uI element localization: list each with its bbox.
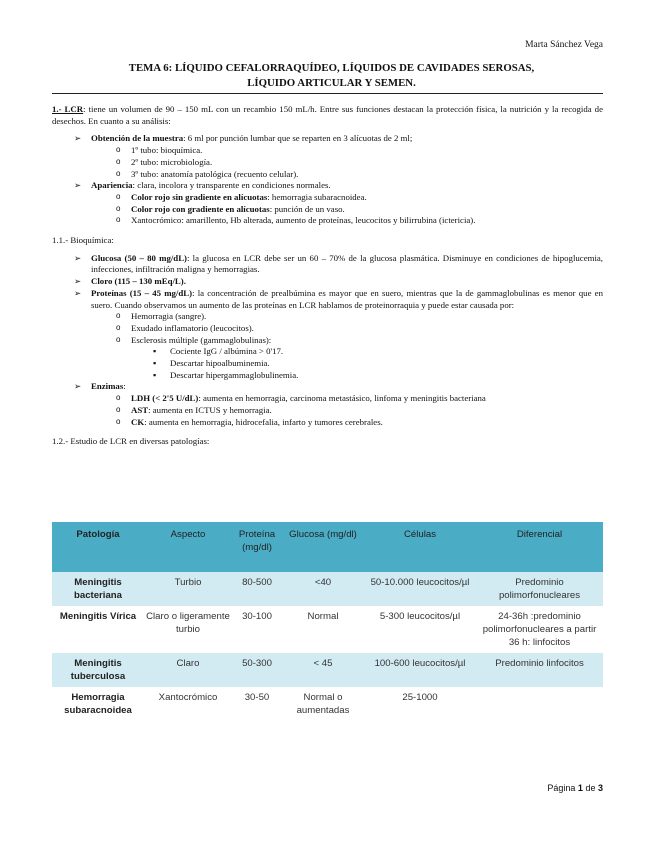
list-item: o Hemorragia (sangre).: [52, 311, 603, 323]
list-item: [52, 192, 603, 204]
list-item: [52, 393, 603, 405]
esclerosis-sublist: [131, 346, 603, 381]
item-text: Esclerosis múltiple (gammaglobulinas):: [131, 334, 272, 345]
table-header: Patología: [52, 522, 144, 572]
proteinas-text: : la concentración de prealbúmina es mayor que en suero, mientras que la de gammaglobulinas es menor que en suero. Cuando observamos un aumento de las proteínas en LCR hablamos de proteinorraquia y puede estar causada por:: [91, 287, 603, 310]
table-cell: <40: [282, 572, 364, 606]
page-title: [60, 61, 603, 90]
list-item-enzimas: [52, 381, 603, 428]
table-cell: 80-500: [232, 572, 282, 606]
document-body: [52, 104, 603, 448]
table-row: [52, 572, 603, 606]
cloro-label: Cloro (115 – 130 mEq/L).: [91, 276, 186, 287]
title-line-2: LÍQUIDO ARTICULAR Y SEMEN.: [247, 76, 416, 89]
enzimas-text: :: [123, 381, 126, 392]
table-cell: 24-36h :predominio polimorfonucleares a partir 36 h: linfocitos: [476, 606, 603, 653]
page-total: 3: [597, 783, 603, 793]
table-cell: Meningitis Vírica: [52, 606, 144, 653]
muestra-label: Obtención de la muestra: [91, 133, 184, 144]
list-item: [52, 405, 603, 417]
item-label: LDH (< 2'5 U/dL): [131, 393, 199, 404]
lcr-pathology-table: [52, 522, 603, 721]
table-row: [52, 687, 603, 721]
intro-paragraph: [52, 104, 603, 127]
table-header-row: [52, 522, 603, 572]
table-cell: 50-10.000 leucocitos/µl: [364, 572, 476, 606]
list-item: [52, 417, 603, 429]
list-item: [52, 215, 603, 227]
list-item: o 1º tubo: bioquímica.: [52, 145, 603, 157]
item-text: : aumenta en hemorragia, hidrocefalia, infarto y tumores cerebrales.: [144, 416, 383, 427]
table-header: Células: [364, 522, 476, 572]
item-text: : aumenta en ICTUS y hemorragia.: [148, 404, 272, 415]
item-label: Color rojo con gradiente en alícuotas: [131, 203, 270, 214]
title-divider: [52, 93, 603, 94]
table-cell: Predominio polimorfonucleares: [476, 572, 603, 606]
table-cell: Predominio linfocitos: [476, 653, 603, 687]
list-item: ▪ Cociente IgG / albúmina > 0'17.: [52, 346, 603, 358]
page-number: [547, 783, 603, 793]
page-current: 1: [577, 783, 583, 793]
proteinas-sublist: [91, 311, 603, 381]
list-item-muestra: [52, 133, 603, 180]
table-cell: Claro o ligeramente turbio: [144, 606, 232, 653]
section-heading-bioquimica: 1.1.- Bioquímica:: [52, 235, 114, 246]
table-cell: Normal: [282, 606, 364, 653]
item-label: Xantocrómico: [131, 215, 182, 226]
lcr-list: [52, 133, 603, 227]
table-row: [52, 606, 603, 653]
list-item-apariencia: [52, 180, 603, 227]
muestra-sublist: [91, 145, 603, 180]
table-cell: Normal o aumentadas: [282, 687, 364, 721]
page-prefix: Página: [547, 783, 576, 793]
page-middle: de: [585, 783, 596, 793]
item-label: AST: [131, 404, 149, 415]
list-item-glucosa: [52, 253, 603, 276]
list-item: [52, 204, 603, 216]
bioquimica-list: [52, 253, 603, 429]
item-label: CK: [131, 416, 145, 427]
proteinas-label: Proteínas (15 – 45 mg/dL): [91, 287, 193, 298]
table-cell: Xantocrómico: [144, 687, 232, 721]
intro-label: 1.- LCR: [52, 104, 84, 114]
table-header: Proteína (mg/dl): [232, 522, 282, 572]
table-header: Aspecto: [144, 522, 232, 572]
table-header: Glucosa (mg/dl): [282, 522, 364, 572]
apariencia-label: Apariencia: [91, 180, 133, 191]
table-cell: Meningitis tuberculosa: [52, 653, 144, 687]
apariencia-sublist: [91, 192, 603, 227]
table-header: Diferencial: [476, 522, 603, 572]
table-cell: < 45: [282, 653, 364, 687]
item-text: : aumenta en hemorragia, carcinoma metastásico, linfoma y meningitis bacteriana: [198, 393, 486, 404]
muestra-text: : 6 ml por punción lumbar que se reparten en 3 alícuotas de 2 ml;: [183, 133, 413, 144]
enzimas-sublist: [91, 393, 603, 428]
glucosa-label: Glucosa (50 – 80 mg/dL): [91, 252, 187, 263]
list-item: [52, 335, 603, 382]
table-cell: 5-300 leucocitos/µl: [364, 606, 476, 653]
table-cell: Meningitis bacteriana: [52, 572, 144, 606]
author-name: Marta Sánchez Vega: [525, 40, 603, 50]
intro-text: : tiene un volumen de 90 – 150 mL con un recambio 150 mL/h. Entre sus funciones destacan la protección física, la nutrición y la recogida de desechos. En cuanto a su análisis:: [52, 104, 603, 126]
apariencia-text: : clara, incolora y transparente en condiciones normales.: [132, 180, 331, 191]
table-cell: 100-600 leucocitos/µl: [364, 653, 476, 687]
glucosa-text: : la glucosa en LCR debe ser un 60 – 70% de la glucosa plasmática. Disminuye en condiciones de hipoglucemia, infecciones, infiltración maligna y hemorragias.: [91, 252, 603, 275]
table-cell: 30-50: [232, 687, 282, 721]
list-item-cloro: [52, 276, 603, 288]
table-cell: Claro: [144, 653, 232, 687]
list-item: o 3º tubo: anatomía patológica (recuento celular).: [52, 169, 603, 181]
list-item-proteinas: [52, 288, 603, 382]
item-text: : punción de un vaso.: [269, 203, 345, 214]
section-heading-estudio: 1.2.- Estudio de LCR en diversas patologías:: [52, 436, 210, 447]
item-text: : amarillento, Hb alterada, aumento de proteínas, leucocitos y bilirrubina (ictericia).: [181, 215, 476, 226]
list-item: o Exudado inflamatorio (leucocitos).: [52, 323, 603, 335]
table-cell: 30-100: [232, 606, 282, 653]
table-cell: Turbio: [144, 572, 232, 606]
table-cell: 50-300: [232, 653, 282, 687]
table-cell: 25-1000: [364, 687, 476, 721]
list-item: o 2º tubo: microbiología.: [52, 157, 603, 169]
list-item: ▪ Descartar hipoalbuminemia.: [52, 358, 603, 370]
table-cell: Hemorragia subaracnoidea: [52, 687, 144, 721]
table-cell: [476, 687, 603, 721]
list-item: ▪ Descartar hipergammaglobulinemia.: [52, 370, 603, 382]
item-label: Color rojo sin gradiente en alícuotas: [131, 191, 268, 202]
table-row: [52, 653, 603, 687]
title-line-1: TEMA 6: LÍQUIDO CEFALORRAQUÍDEO, LÍQUIDOS DE CAVIDADES SEROSAS,: [128, 62, 535, 74]
item-text: : hemorragia subaracnoidea.: [267, 191, 367, 202]
enzimas-label: Enzimas: [91, 381, 124, 392]
